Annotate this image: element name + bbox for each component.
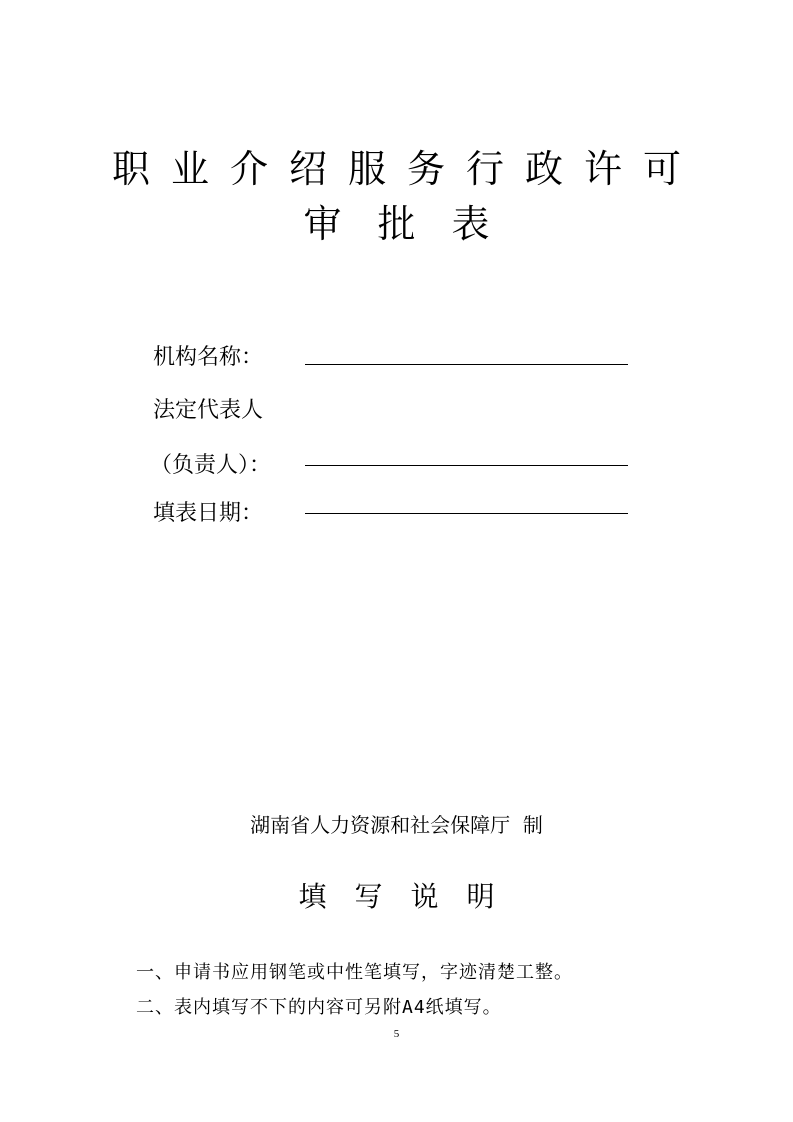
- document-title-line-1: 职业介绍服务行政许可: [111, 147, 702, 191]
- issuer-text: 湖南省人力资源和社会保障厅 制: [250, 813, 543, 837]
- page-number: 5: [393, 1028, 400, 1040]
- fill-date-label: 填表日期：: [153, 501, 264, 526]
- instruction-item-2: 二、表内填写不下的内容可另附A4纸填写。: [136, 997, 502, 1018]
- document-title-line-2: 审批表: [303, 202, 526, 246]
- org-name-blank-line: [305, 364, 628, 365]
- legal-rep-label-line-1: 法定代表人: [153, 398, 264, 423]
- fill-date-blank-line: [305, 513, 628, 514]
- instruction-item-1: 一、申请书应用钢笔或中性笔填写，字迹清楚工整。: [136, 962, 573, 983]
- instructions-title: 填写说明: [298, 880, 523, 913]
- legal-rep-label-line-2: （负责人）：: [150, 453, 272, 478]
- legal-rep-blank-line: [305, 465, 628, 466]
- org-name-label: 机构名称：: [153, 345, 264, 370]
